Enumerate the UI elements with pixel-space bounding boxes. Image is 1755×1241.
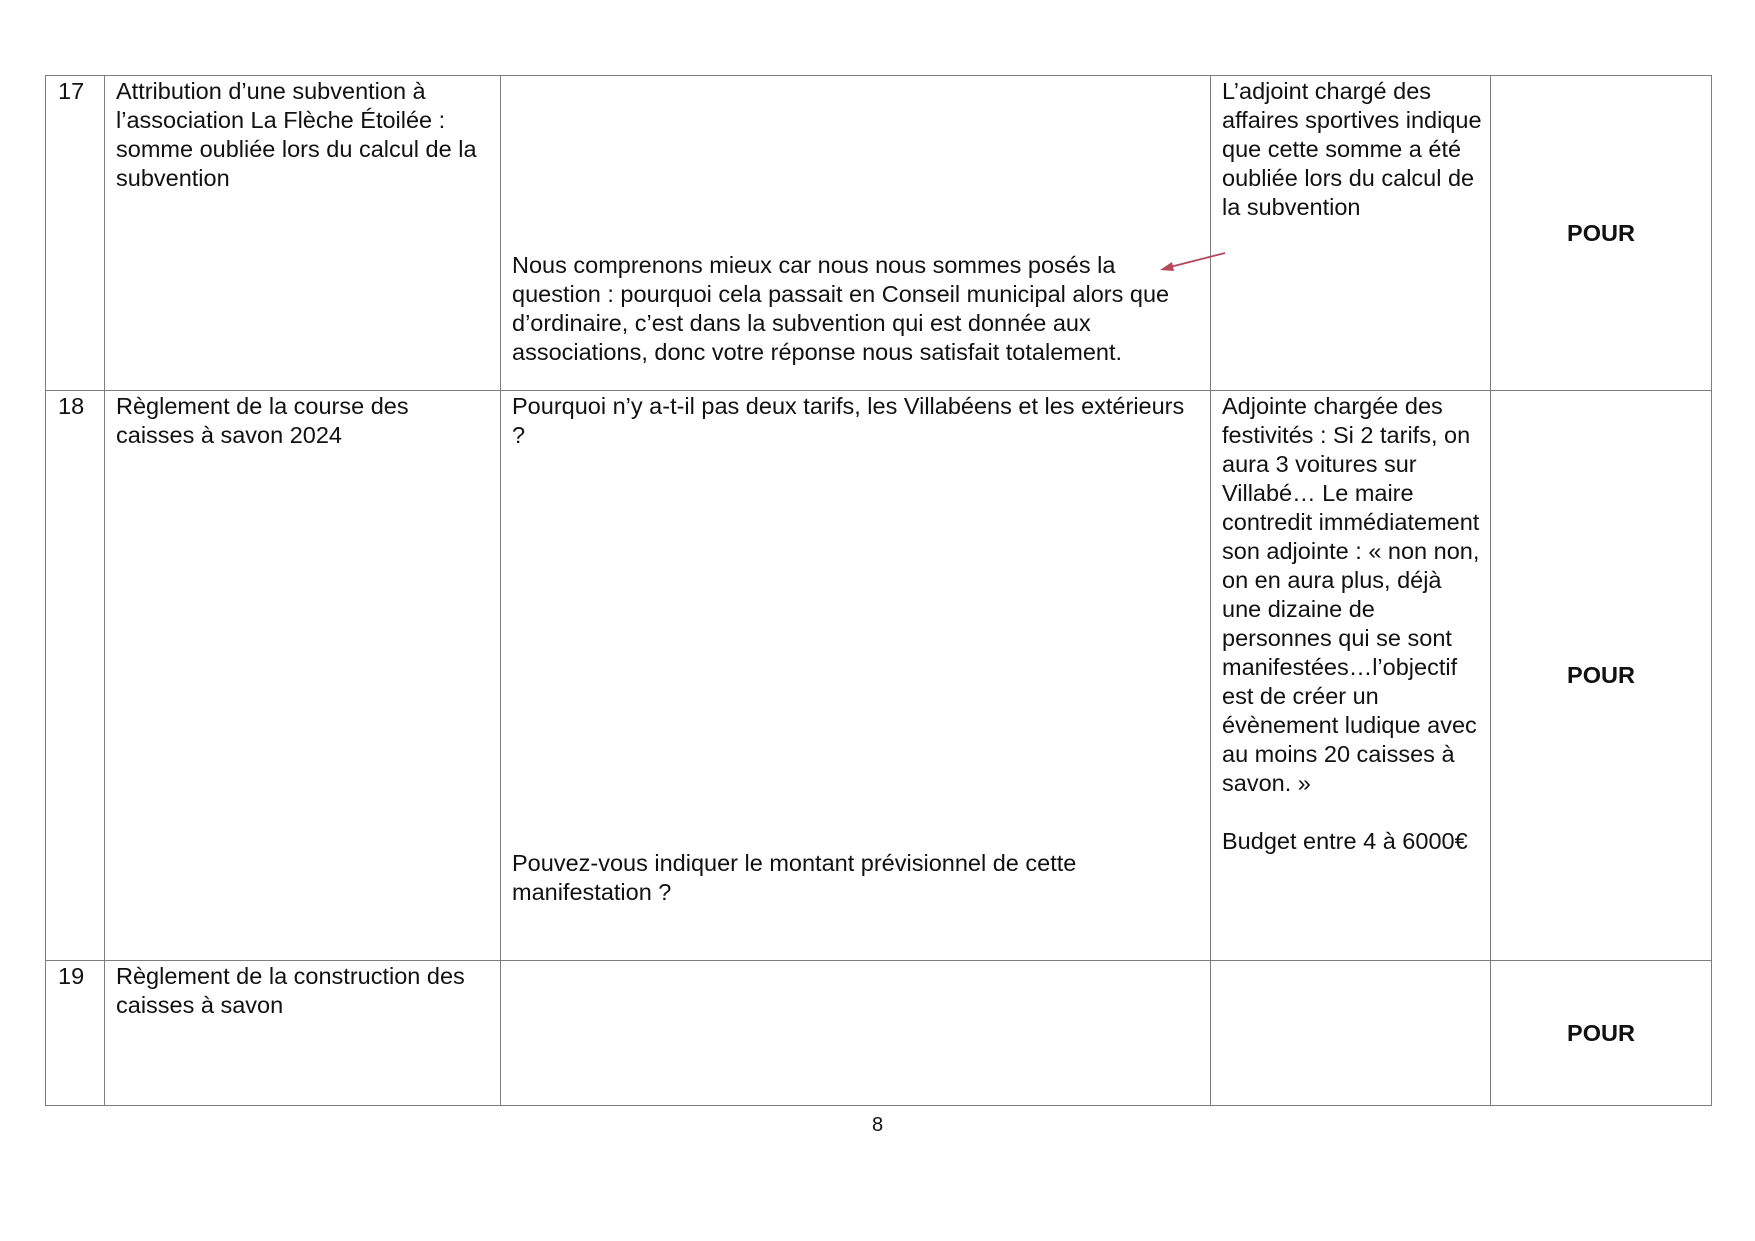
vote-result: POUR [1567, 662, 1635, 688]
item-question: Nous comprenons mieux car nous nous sommes posés la question : pourquoi cela passait en Conseil municipal alors que d’ordinaire, c’est dans la subvention qui est donnée aux associations, donc votre réponse nous satisfait totalement. [512, 252, 1170, 365]
vote-result: POUR [1567, 219, 1635, 246]
item-number: 17 [46, 76, 105, 391]
spacer [512, 450, 1200, 849]
item-subject: Attribution d’une subvention à l’association La Flèche Étoilée : somme oubliée lors du calcul de la subvention [105, 76, 501, 391]
item-subject: Règlement de la course des caisses à savon 2024 [105, 391, 501, 961]
item-number: 19 [46, 961, 105, 1106]
item-answer-cell [1211, 391, 1491, 961]
item-answer [1211, 961, 1491, 1106]
item-question [501, 961, 1211, 1106]
vote-cell [1491, 961, 1712, 1106]
item-question: Pourquoi n’y a-t-il pas deux tarifs, les Villabéens et les extérieurs ? [512, 393, 1185, 448]
item-answer: Adjointe chargée des festivités : Si 2 tarifs, on aura 3 voitures sur Villabé… Le maire contredit immédiatement son adjointe : « non non, on en aura plus, déjà une dizaine de personnes qui se sont manifestées…l’objectif est de créer un évènement ludique avec au moins 20 caisses à savon. » [1222, 393, 1480, 796]
item-number: 18 [46, 391, 105, 961]
table-row [46, 76, 1712, 391]
page-number: 8 [871, 1114, 884, 1136]
item-answer: Budget entre 4 à 6000€ [1222, 828, 1468, 854]
vote-cell [1491, 391, 1712, 961]
vote-cell [1491, 76, 1712, 391]
item-question-cell [501, 391, 1211, 961]
vote-result: POUR [1567, 1019, 1635, 1046]
table-row [46, 391, 1712, 961]
minutes-table [45, 75, 1712, 1106]
item-subject: Règlement de la construction des caisses à savon [105, 961, 501, 1106]
item-question: Pouvez-vous indiquer le montant prévisionnel de cette manifestation ? [512, 850, 1077, 905]
item-question-cell [501, 76, 1211, 391]
table-row [46, 961, 1712, 1106]
item-answer: L’adjoint chargé des affaires sportives indique que cette somme a été oubliée lors du calcul de la subvention [1211, 76, 1491, 391]
spacer [512, 77, 1200, 251]
spacer [1222, 798, 1482, 827]
